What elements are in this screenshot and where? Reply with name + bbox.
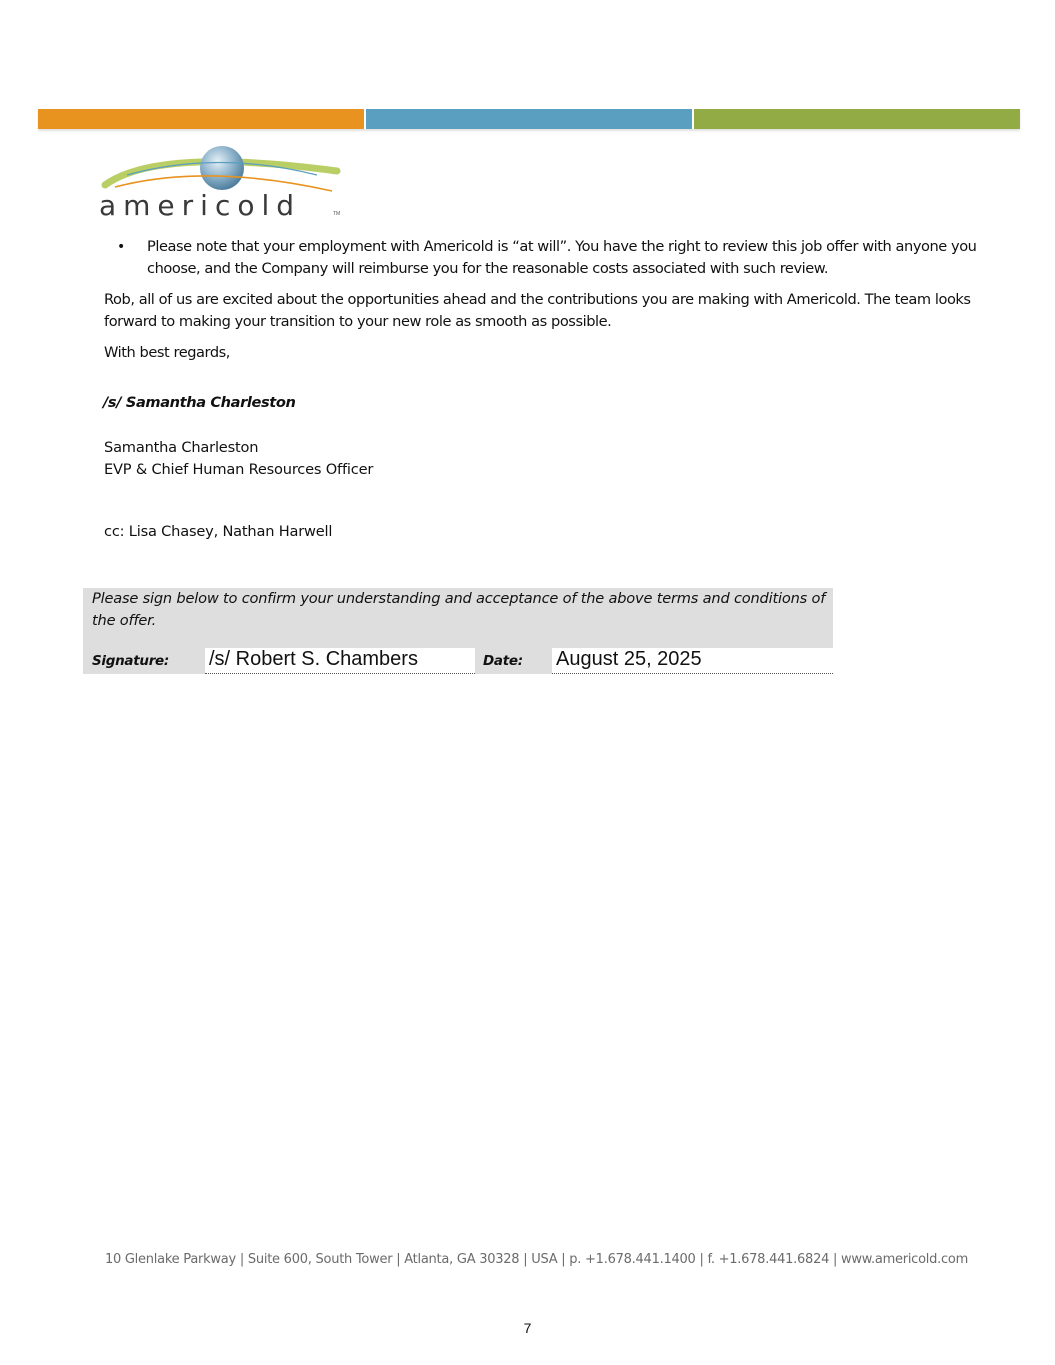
footer-address: 10 Glenlake Parkway | Suite 600, South Tower | Atlanta, GA 30328 | USA | p. +1.678.441.1400 | f. +1.678.441.6824 | www.americold.com [104, 1252, 969, 1267]
header-color-bar [38, 109, 1020, 129]
header-bar-green [694, 109, 1020, 129]
cc-line: cc: Lisa Chasey, Nathan Harwell [104, 523, 333, 540]
signer-name: Samantha Charleston [104, 439, 259, 456]
globe-logo-icon [97, 145, 347, 195]
bullet-text: Please note that your employment with Americold is “at will”. You have the right to review this job offer with anyone you choose, and the Company will reimburse you for the reasonable costs associated with such review. [147, 238, 977, 277]
date-field[interactable] [552, 648, 833, 674]
header-bar-blue [366, 109, 692, 129]
acceptance-instruction: Please sign below to confirm your understanding and acceptance of the above terms and conditions of the offer. [92, 590, 826, 629]
signer-block [104, 437, 373, 481]
americold-logo [97, 145, 347, 223]
date-value: August 25, 2025 [556, 648, 702, 670]
logo-trademark: TM [333, 211, 341, 217]
acceptance-box [83, 588, 833, 674]
signature-value: /s/ Robert S. Chambers [209, 648, 418, 670]
closing-paragraph: Rob, all of us are excited about the opportunities ahead and the contributions you are making with Americold. The team looks forward to making your transition to your new role as smooth as possible. [104, 291, 971, 330]
logo-wordmark: americold [99, 189, 302, 222]
page-number: 7 [523, 1320, 532, 1336]
closing-salutation: With best regards, [104, 344, 230, 361]
header-bar-orange [38, 109, 364, 129]
date-label: Date: [483, 653, 523, 669]
electronic-signature: /s/ Samantha Charleston [103, 394, 296, 411]
signer-title: EVP & Chief Human Resources Officer [104, 461, 374, 478]
signature-field[interactable] [205, 648, 475, 674]
bullet-marker: • [117, 239, 125, 255]
signature-label: Signature: [92, 653, 170, 669]
